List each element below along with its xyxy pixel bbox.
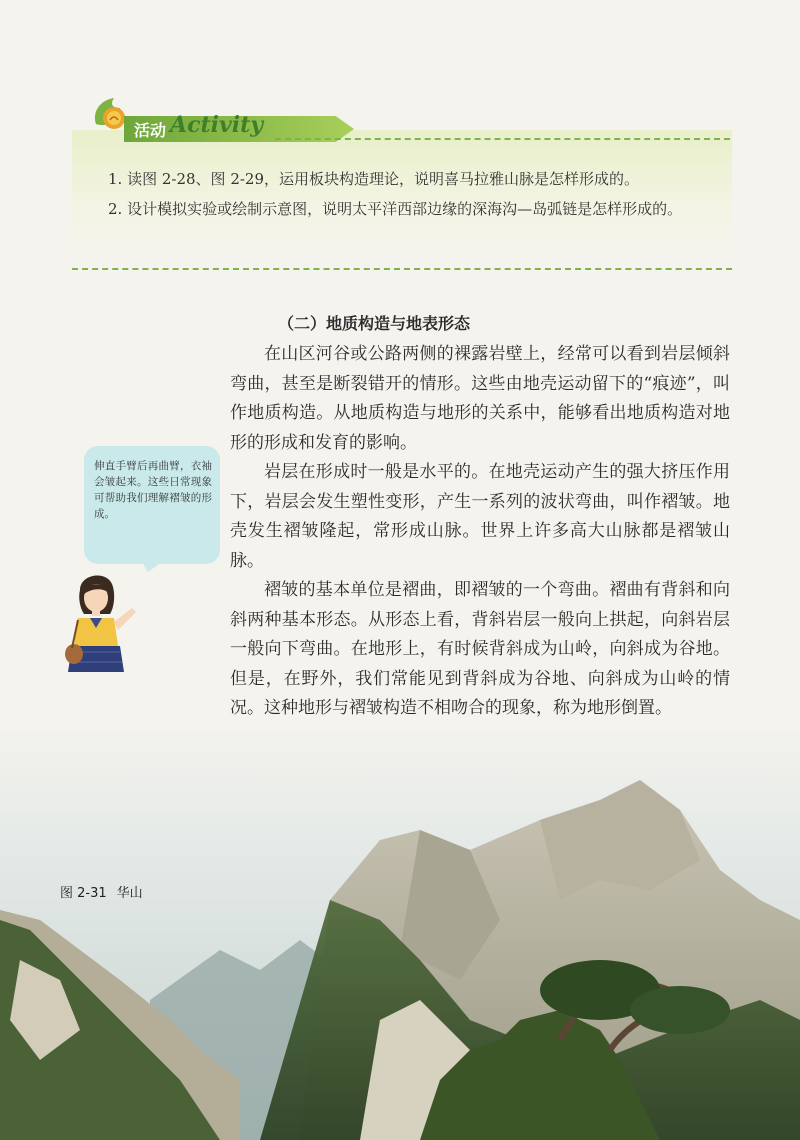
- figure-number: 图 2-31: [60, 886, 107, 901]
- paragraph: 褶皱的基本单位是褶曲，即褶皱的一个弯曲。褶曲有背斜和向斜两种基本形态。从形态上看，背斜岩层一般向上拱起，向斜岩层一般向下弯曲。在地形上，有时候背斜成为山岭，向斜成为谷地。但是，在野外，我们常能见到背斜成为谷地、向斜成为山岭的情况。这种地形与褶皱构造不相吻合的现象，称为地形倒置。: [230, 580, 730, 718]
- huashan-mountain-photo: [0, 720, 800, 1140]
- paragraph: 岩层在形成时一般是水平的。在地壳运动产生的强大挤压作用下，岩层会发生塑性变形，产生一系列的波状弯曲，叫作褶皱。地壳发生褶皱隆起，常形成山脉。世界上许多高大山脉都是褶皱山脉。: [230, 462, 730, 571]
- speech-bubble-text: 伸直手臂后再曲臂，衣袖会皱起来。这些日常现象可帮助我们理解褶皱的形成。: [94, 460, 212, 520]
- activity-title-cn: 活动: [134, 121, 167, 140]
- figure-caption: [60, 882, 143, 901]
- activity-title-en: Activity: [170, 112, 264, 138]
- paragraph: 在山区河谷或公路两侧的裸露岩壁上，经常可以看到岩层倾斜弯曲，甚至是断裂错开的情形。这些由地壳运动留下的“痕迹”，叫作地质构造。从地质构造与地形的关系中，能够看出地质构造对地形的形成和发育的影响。: [230, 344, 730, 453]
- activity-item: 2. 设计模拟实验或绘制示意图，说明太平洋西部边缘的深海沟—岛弧链是怎样形成的。: [108, 200, 683, 218]
- section-heading: （二）地质构造与地表形态: [278, 314, 471, 333]
- activity-divider-top: [275, 138, 730, 140]
- activity-list: [108, 164, 718, 224]
- activity-item: 1. 读图 2-28、图 2-29，运用板块构造理论，说明喜马拉雅山脉是怎样形成的。: [108, 170, 640, 188]
- speech-bubble: [84, 446, 220, 564]
- figure-title: 华山: [116, 886, 143, 901]
- activity-header: [82, 86, 742, 142]
- activity-divider-bottom: [72, 268, 732, 270]
- student-girl-illustration: [60, 568, 150, 678]
